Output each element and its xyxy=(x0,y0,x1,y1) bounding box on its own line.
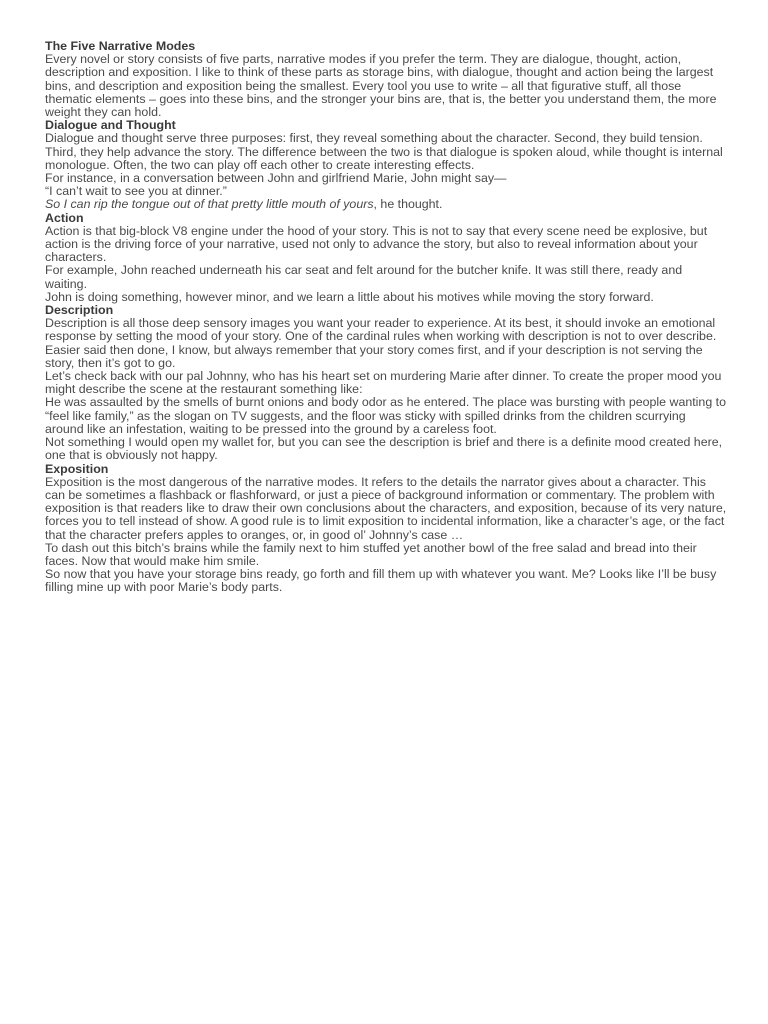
dialogue-heading: Dialogue and Thought xyxy=(45,118,176,133)
document-title: The Five Narrative Modes xyxy=(45,39,196,53)
dialogue-quote: “I can’t wait to see you at dinner.” xyxy=(45,184,227,199)
exposition-paragraph-2: To dash out this bitch’s brains while the family next to him stuffed yet another bowl of the free salad and bread into their faces. Now that would make him smile. xyxy=(45,540,697,568)
closing-paragraph: So now that you have your storage bins ready, go forth and fill them up with whatever you want. Me? Looks like I’ll be busy filling mine up with poor Marie’s body parts. xyxy=(45,567,717,595)
description-paragraph-1: Description is all those deep sensory images you want your reader to experience. At its best, it should invoke an emotional response by setting the mood of your story. One of the cardinal rules when working with description is not to over describe. Easier said then done, I know, but always remember that your story comes first, and if your description is not serving the story, then it’s got to go. xyxy=(45,316,717,370)
description-paragraph-3: He was assaulted by the smells of burnt onions and body odor as he entered. The place was bursting with people wanting to “feel like family,” as the slogan on TV suggests, and the floor was sticky with spilled drinks from the children scurrying around like an infestation, waiting to be pressed into the ground by a careless foot. xyxy=(45,395,726,436)
exposition-heading: Exposition xyxy=(45,461,109,476)
description-heading: Description xyxy=(45,303,114,318)
action-paragraph-2: For example, John reached underneath his car seat and felt around for the butcher knife. It was still there, ready and waiting. xyxy=(45,263,683,291)
dialogue-paragraph-1: Dialogue and thought serve three purposes: first, they reveal something about the character. Second, they build tension. Third, they help advance the story. The difference between the two is that dialogue is spoken aloud, while thought is internal monologue. Often, the two can play off each other to create interesting effects. xyxy=(45,131,723,172)
action-paragraph-3: John is doing something, however minor, and we learn a little about his motives while moving the story forward. xyxy=(45,289,654,304)
exposition-paragraph-1: Exposition is the most dangerous of the narrative modes. It refers to the details the narrator gives about a character. This can be sometimes a flashback or flashforward, or just a piece of background information or commentary. The problem with exposition is that readers like to draw their own conclusions about the characters, and exposition, because of its very nature, forces you to tell instead of show. A good rule is to limit exposition to incidental information, like a character’s age, or the fact that the character prefers apples to oranges, or, in good ol’ Johnny’s case … xyxy=(45,474,727,542)
intro-paragraph: Every novel or story consists of five parts, narrative modes if you prefer the term. They are dialogue, thought, action, description and exposition. I like to think of these parts as storage bins, with dialogue, thought and action being the largest bins, and description and exposition being the smallest. Every tool you use to write – all that figurative stuff, all those thematic elements – goes into these bins, and the stronger your bins are, that is, the better you understand them, the more weight they can hold. xyxy=(45,52,717,120)
dialogue-thought-italic: So I can rip the tongue out of that pretty little mouth of yours xyxy=(45,197,374,212)
dialogue-paragraph-2: For instance, in a conversation between John and girlfriend Marie, John might say— xyxy=(45,171,507,186)
document-body xyxy=(45,40,727,595)
description-paragraph-2: Let’s check back with our pal Johnny, who has his heart set on murdering Marie after dinner. To create the proper mood you might describe the scene at the restaurant something like: xyxy=(45,369,722,397)
dialogue-thought-tail: , he thought. xyxy=(373,197,443,212)
action-heading: Action xyxy=(45,210,84,225)
action-paragraph-1: Action is that big-block V8 engine under the hood of your story. This is not to say that every scene need be explosive, but action is the driving force of your narrative, used not only to advance the story, but also to reveal information about your characters. xyxy=(45,223,708,265)
dialogue-thought xyxy=(45,198,727,211)
description-paragraph-4: Not something I would open my wallet for, but you can see the description is brief and there is a definite mood created here, one that is obviously not happy. xyxy=(45,435,723,463)
